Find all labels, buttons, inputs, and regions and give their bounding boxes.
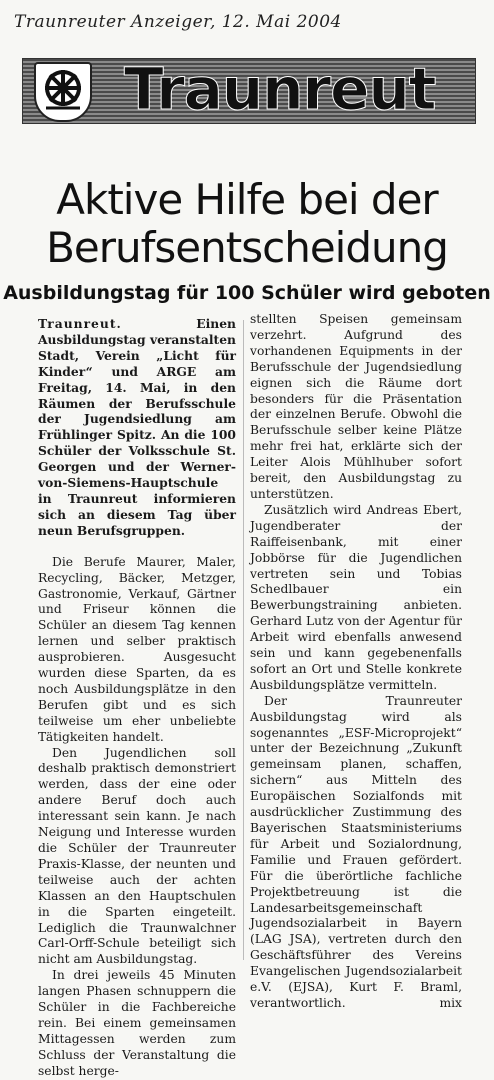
body-paragraph: In drei jeweils 45 Minuten langen Phasen schnuppern die Schüler in die Fachbereiche rein. Bei einem gemeinsamen Mittagessen werden zum Schluss der Veranstaltung die selbst herge- [38,968,236,1078]
column-divider [243,320,244,960]
headline-line-1: Aktive Hilfe bei der [56,175,438,224]
source-handwritten-note: Traunreuter Anzeiger, 12. Mai 2004 [14,12,342,32]
article-column-2 [250,312,462,1012]
author-signature: mix [439,995,462,1010]
article-column-1 [38,316,236,1080]
body-paragraph: Zusätzlich wird Andreas Ebert, Jugendberater der Raiffeisenbank, mit einer Jobbörse für die Jugendlichen vertreten sein und Tobias Schedlbauer ein Bewerbungstraining anbieten. Gerhard Lutz von der Agentur für Arbeit wird ebenfalls anwesend sein und kann gegebenenfalls sofort an Ort und Stelle konkrete Ausbildungsplätze vermitteln. [250,502,462,692]
subheadline: Ausbildungstag für 100 Schüler wird geboten [3,282,491,304]
body-text: Der Traunreuter Ausbildungstag wird als sogenanntes „ESF-Microprojekt“ unter der Bezeichnung „Zukunft gemeinsam planen, schaffen, sichern“ aus Mitteln des Europäischen Sozialfonds mit ausdrücklicher Zustimmung des Bayerischen Staatsministeriums für Arbeit und Sozialordnung, Familie und Frauen gefördert. Für die überörtliche fachliche Projektbetreuung ist die Landesarbeitsgemeinschaft Jugendsozialarbeit in Bayern (LAG JSA), vertreten durch den Geschäftsführer des Vereins Evangelischen Jugendsozialarbeit e.V. (EJSA), Kurt F. Braml, verantwortlich. [250,693,462,1010]
body-paragraph: Die Berufe Maurer, Maler, Recycling, Bäcker, Metzger, Gastronomie, Verkauf, Gärtner und Friseur können die Schüler an diesem Tag kennen lernen und selber praktisch ausprobieren. Ausgesucht wurden diese Sparten, da es noch Ausbildungsplätze in den Berufen gibt und es sich teilweise um eher unbeliebte Tätigkeiten handelt. [38,554,236,744]
town-crest-icon [34,62,92,122]
dateline: Traunreut. [38,316,122,331]
body-paragraph: Den Jugendlichen soll deshalb praktisch demonstriert werden, dass der eine oder andere Beruf doch auch interessant sein kann. Je nach Neigung und Interesse wurden die Schüler der Traunreuter Praxis-Klasse, der neunten und teilweise auch der achten Klassen an den Hauptschulen in die Sparten eingeteilt. Lediglich die Traunwalchner Carl-Orff-Schule beteiligt sich nicht am Ausbildungstag. [38,745,236,967]
lead-text: Einen Ausbildungstag veranstalten Stadt, Verein „Licht für Kinder“ und ARGE am Freitag, 14. Mai, in den Räumen der Berufsschule der Jugendsiedlung am Frühlinger Spitz. An die 100 Schüler der Volksschule St. Georgen und der Werner-von-Siemens-Hauptschule in Traunreut informieren sich an diesem Tag über neun Berufsgruppen. [38,316,236,538]
body-paragraph: stellten Speisen gemeinsam verzehrt. Aufgrund des vorhandenen Equipments in der Berufsschule der Jugendsiedlung eignen sich die Räume dort besonders für die Präsentation der einzelnen Berufe. Obwohl die Berufsschule selber keine Plätze mehr frei hat, erklärte sich der Leiter Alois Mühlhuber sofort bereit, den Ausbildungstag zu unterstützen. [250,312,462,501]
headline [0,176,494,272]
headline-line-2: Berufsentscheidung [46,223,448,272]
lead-paragraph [38,316,236,539]
body-paragraph [250,694,462,1012]
section-title: Traunreut [124,55,436,123]
